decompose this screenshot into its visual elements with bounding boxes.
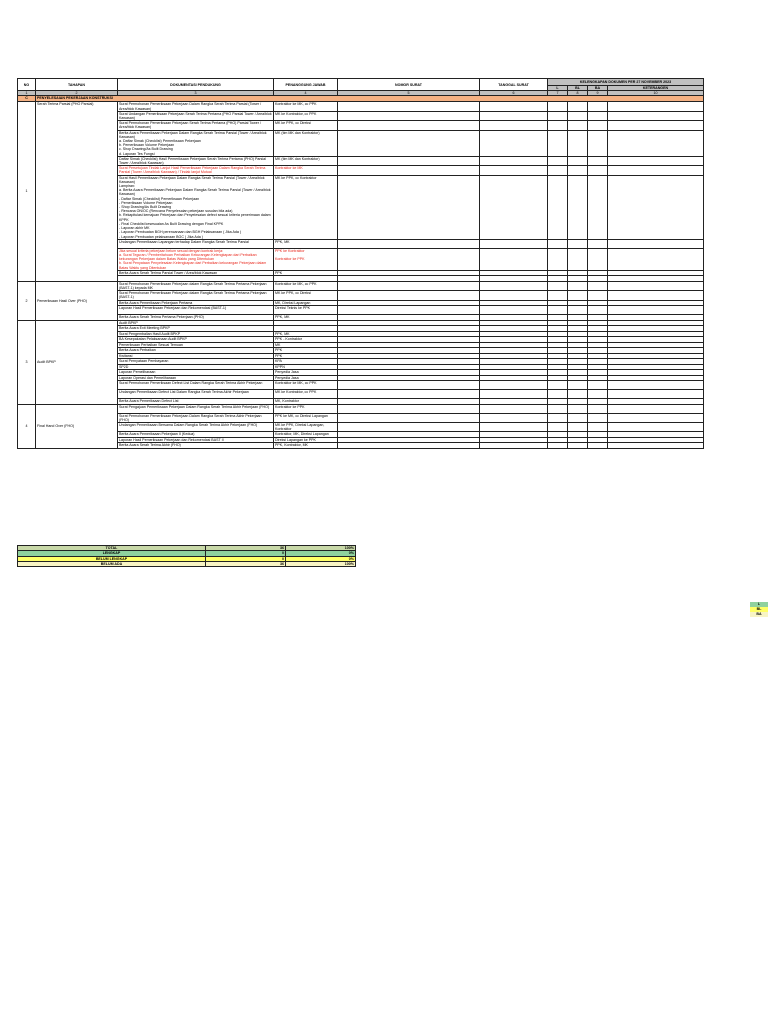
row-penanggung-jawab: MK — [274, 342, 338, 348]
row-ba — [588, 111, 608, 120]
row-tanggal-surat — [480, 404, 548, 413]
row-tanggal-surat — [480, 291, 548, 300]
row-penanggung-jawab: PPK — [274, 353, 338, 359]
row-bl — [568, 121, 588, 130]
column-index-cell: 3 — [118, 91, 274, 96]
row-dokumen: Laporan Hasil Pemeriksaan Pekerjaan dan Rekomendasi (BAST-1) — [118, 306, 274, 315]
row-ba — [588, 381, 608, 390]
row-keterangan — [608, 102, 704, 111]
row-penanggung-jawab: MK ke PPK, Direksi Lapangan, Kontraktor — [274, 422, 338, 431]
row-dokumen: Surat Pengajuan Pemeriksaan Pekerjaan Dalam Rangka Serah Terima Akhir Pekerjaan (FHO) — [118, 404, 274, 413]
row-tahapan: Audit BPKP — [36, 320, 118, 404]
row-dokumen: Surat Hasil Pemeriksaan Pekerjaan Dalam Rangka Serah Terima Parsial (Tower / Area/blok Kawasan) Lampiran: a. Berita Acara Pemeriksaan Pekerjaan Dalam Rangka Serah Terima Parsial (Tower / Area/blok Kawasan) - Daftar Simak (Checklist) Pemeriksaan Pekerjaan - Pemeriksaan Volume Pekerjaan - Shop Drawing/As Built Drawing - Rencana ON/OC (Rencana Penyelesaian pekerjaan susulan bila ada) b. Rekapitulasi kemajuan Pekerjaan dan Penyelesaian defect sesuai kriteria penerimaan dalam KPPK - Final Checklist kesesuaian As Built Drawing dengan Final KPPK - Laporan akhir MK - Laporan Pembuatan BGH perencanaan dan BGH Pelaksanaan ( Jika Ada ) - Laporan Pembuatan pelaksanaan BGC ( Jika Ada ) — [118, 175, 274, 239]
row-penanggung-jawab: PPK — [274, 348, 338, 354]
row-l — [548, 130, 568, 156]
table-row — [18, 130, 704, 156]
table-row — [18, 443, 704, 449]
row-l — [548, 381, 568, 390]
row-dokumen: Laporan Pemeliharaan — [118, 370, 274, 376]
row-penanggung-jawab: Kontraktor, MK, Direksi Lapangan — [274, 432, 338, 438]
row-penanggung-jawab: MK ke PPK, cc Kontraktor — [274, 175, 338, 239]
row-keterangan — [608, 121, 704, 130]
row-penanggung-jawab: Kontraktor ke MK, cc PPK — [274, 281, 338, 290]
row-ba — [588, 422, 608, 431]
row-tahapan: Final Hand Over (FHO) — [36, 404, 118, 448]
row-ba — [588, 413, 608, 422]
row-tanggal-surat — [480, 281, 548, 290]
row-nomor-surat — [338, 130, 480, 156]
table-row — [18, 111, 704, 120]
table-row — [18, 422, 704, 431]
column-index-cell: 1 — [18, 91, 36, 96]
row-tanggal-surat — [480, 111, 548, 120]
row-l — [548, 166, 568, 175]
row-dokumen: Undangan Pemeriksaan Lapangan terhadap Dalam Rangka Serah Terima Parsial — [118, 239, 274, 248]
row-keterangan — [608, 390, 704, 399]
row-dokumen: Berita Acara Pemeriksaan Defect List — [118, 399, 274, 405]
row-ba — [588, 306, 608, 315]
summary-percent: 100% — [286, 561, 356, 566]
row-dokumen: Surat Permohonan Pemeriksaan Defect List Dalam Rangka Serah Terima Akhir Pekerjaan — [118, 381, 274, 390]
row-penanggung-jawab: PPK ke Kontraktor Kontraktor ke PPK — [274, 248, 338, 270]
row-bl — [568, 443, 588, 449]
row-tanggal-surat — [480, 306, 548, 315]
row-tanggal-surat — [480, 381, 548, 390]
row-bl — [568, 291, 588, 300]
row-keterangan — [608, 404, 704, 413]
column-index-cell: 10 — [608, 91, 704, 96]
row-ba — [588, 121, 608, 130]
row-penanggung-jawab: MK (tim MK dan Kontraktor) — [274, 130, 338, 156]
row-penanggung-jawab: MK ke PPK, cc Direksi — [274, 291, 338, 300]
header-nomor-surat: NOMOR SURAT — [338, 79, 480, 91]
row-penanggung-jawab: Kontraktor ke MK, cc PPK — [274, 381, 338, 390]
column-index-cell: 7 — [548, 91, 568, 96]
row-nomor-surat — [338, 175, 480, 239]
row-bl — [568, 413, 588, 422]
row-l — [548, 156, 568, 165]
row-l — [548, 111, 568, 120]
header-tahapan: TAHAPAN — [36, 79, 118, 91]
row-bl — [568, 166, 588, 175]
row-l — [548, 175, 568, 239]
header-l: L — [548, 86, 568, 91]
row-nomor-surat — [338, 166, 480, 175]
row-penanggung-jawab: KPA — [274, 359, 338, 365]
row-tanggal-surat — [480, 390, 548, 399]
column-index-cell: 5 — [338, 91, 480, 96]
row-tanggal-surat — [480, 130, 548, 156]
row-dokumen: Berita Acara Perbaikan — [118, 348, 274, 354]
row-keterangan — [608, 306, 704, 315]
row-keterangan — [608, 175, 704, 239]
row-no: 3 — [18, 320, 36, 404]
row-nomor-surat — [338, 422, 480, 431]
table-row — [18, 413, 704, 422]
row-dokumen: Surat Persetujuan Tindak Lanjut Hasil Pemeriksaan Pekerjaan Dalam Rangka Serah Terima Parsial (Tower / Area/blok Kawasan) / Tindak lanjut Mutual — [118, 166, 274, 175]
row-penanggung-jawab: PPK, Kontraktor, MK — [274, 443, 338, 449]
row-l — [548, 248, 568, 270]
row-penanggung-jawab: MK ke Kontraktor, cc PPK — [274, 111, 338, 120]
summary-count: 36 — [206, 546, 286, 551]
legend-ba: BA — [750, 612, 768, 617]
row-no: 4 — [18, 404, 36, 448]
table-row — [18, 281, 704, 290]
row-keterangan — [608, 291, 704, 300]
row-keterangan — [608, 239, 704, 248]
legend-bl: BL — [750, 607, 768, 612]
summary-table — [17, 545, 356, 567]
row-l — [548, 443, 568, 449]
row-ba — [588, 443, 608, 449]
header-no: NO — [18, 79, 36, 91]
row-keterangan — [608, 130, 704, 156]
row-dokumen: Surat Pernyataan Pembayaran — [118, 359, 274, 365]
header-ba: BA — [588, 86, 608, 91]
row-penanggung-jawab: MK ke Kontraktor, cc PPK — [274, 390, 338, 399]
row-dokumen: Surat Undangan Pemeriksaan Pekerjaan Serah Terima Pertama (PHO Parsial Tower / Area/blok Kawasan) — [119, 111, 272, 121]
table-row — [18, 156, 704, 165]
row-tanggal-surat — [480, 166, 548, 175]
table-row — [18, 121, 704, 130]
row-l — [548, 422, 568, 431]
row-penanggung-jawab: Kontraktor ke MK, cc PPK — [274, 102, 338, 111]
row-dokumen: Undangan Pemeriksaan Defect List Dalam Rangka Serah Terima Akhir Pekerjaan — [118, 390, 274, 399]
header-penanggung-jawab: PENANGGUNG JAWAB — [274, 79, 338, 91]
summary-percent: 100% — [286, 546, 356, 551]
row-keterangan — [608, 381, 704, 390]
row-penanggung-jawab: MK, Kontraktor — [274, 399, 338, 405]
row-bl — [568, 306, 588, 315]
row-dokumen: Berita Acara Pemeriksaan Pekerjaan Pertama — [118, 300, 274, 306]
row-dokumen: Berita Acara Pemeriksaan Pekerjaan II (Kedua) — [118, 432, 274, 438]
row-ba — [588, 404, 608, 413]
summary-label: BELUM LENGKAP — [18, 556, 206, 561]
table-row — [18, 291, 704, 300]
row-dokumen: BA Kesepakatan Pelaksanaan Audit BPKP — [118, 337, 274, 343]
summary-label: LENGKAP — [18, 551, 206, 556]
row-nomor-surat — [338, 443, 480, 449]
row-dokumen: Berita Acara Serah Terima Parsial Tower / Area/blok Kawasan — [118, 270, 274, 276]
table-row — [18, 306, 704, 315]
row-penanggung-jawab: Kontraktor ke PPK — [274, 404, 338, 413]
table-row — [18, 102, 704, 111]
row-dokumen: Daftar Simak (Checklist) Hasil Pemeriksaan Pekerjaan Serah Terima Pertama (PHO) Parsial Tower / Area/blok Kawasan) — [118, 156, 274, 165]
table-row — [18, 175, 704, 239]
row-l — [548, 239, 568, 248]
column-index-cell: 4 — [274, 91, 338, 96]
row-nomor-surat — [338, 404, 480, 413]
row-dokumen: Berita Acara Exit Meeting BPKP — [118, 326, 274, 332]
summary-row — [18, 561, 356, 566]
row-nomor-surat — [338, 291, 480, 300]
row-bl — [568, 390, 588, 399]
row-penanggung-jawab: PPK ke MK, cc Direksi Lapangan — [274, 413, 338, 422]
row-ba — [588, 291, 608, 300]
row-penanggung-jawab: PPK — [274, 270, 338, 276]
row-bl — [568, 248, 588, 270]
row-tanggal-surat — [480, 443, 548, 449]
row-ba — [588, 166, 608, 175]
row-nomor-surat — [338, 156, 480, 165]
row-tahapan: Serah Terima Parsial (PHO Parsial) — [36, 102, 118, 281]
row-penanggung-jawab: Penyedia Jasa — [274, 370, 338, 376]
row-dokumen: Pemeriksaan Perbaikan Sesuai Temuan — [118, 342, 274, 348]
document-table — [17, 78, 704, 449]
table-row — [18, 248, 704, 270]
row-bl — [568, 156, 588, 165]
row-bl — [568, 422, 588, 431]
row-bl — [568, 130, 588, 156]
section-no: C — [18, 96, 36, 102]
summary-label: BELUM ADA — [18, 561, 206, 566]
row-bl — [568, 102, 588, 111]
row-tahapan: Pemeriksaan Hasil Over (PHO) — [36, 281, 118, 320]
row-ba — [588, 248, 608, 270]
row-penanggung-jawab: MK, Direksi Lapangan — [274, 300, 338, 306]
row-penanggung-jawab: MK ke PPK, cc Direksi — [274, 121, 338, 130]
row-l — [548, 102, 568, 111]
row-penanggung-jawab: MK (tim MK dan Kontraktor) — [274, 156, 338, 165]
row-keterangan — [608, 443, 704, 449]
row-l — [548, 281, 568, 290]
row-dokumen: Surat Pengembalian Hasil Audit BPKP — [118, 331, 274, 337]
row-dokumen: Surat Permohonan Pemeriksaan Pekerjaan dalam Rangka Serah Terima Pertama Pekerjaan (BAST-1) kepada MK — [118, 281, 274, 290]
row-nomor-surat — [338, 390, 480, 399]
row-keterangan — [608, 413, 704, 422]
row-dokumen: Kwitansi — [118, 353, 274, 359]
header-tanggal-surat: TANGGAL SURAT — [480, 79, 548, 91]
row-penanggung-jawab: KPPN — [274, 364, 338, 370]
row-penanggung-jawab: Direksi Lapangan ke PPK — [274, 437, 338, 443]
summary-label: TOTAL — [18, 546, 206, 551]
summary-percent: 0% — [286, 556, 356, 561]
row-l — [548, 291, 568, 300]
row-keterangan — [608, 422, 704, 431]
row-dokumen: Surat Permohonan Pemeriksaan Pekerjaan Serah Terima Pertama (PHO) Parsial Tower / Area/blok Kawasan) — [118, 121, 274, 130]
row-keterangan — [608, 111, 704, 120]
row-dokumen: Laporan Hasil Pemeriksaan Pekerjaan dan Rekomendasi BAST II — [118, 437, 274, 443]
summary-count: 36 — [206, 561, 286, 566]
summary-count: 0 — [206, 556, 286, 561]
row-nomor-surat — [338, 381, 480, 390]
row-dokumen: Berita Acara Serah Terima Pertama Pekerjaan (PHO) — [118, 315, 274, 321]
row-ba — [588, 156, 608, 165]
row-bl — [568, 404, 588, 413]
row-ba — [588, 130, 608, 156]
row-bl — [568, 381, 588, 390]
row-nomor-surat — [338, 111, 480, 120]
table-row — [18, 404, 704, 413]
row-penanggung-jawab: PPK, MK — [274, 315, 338, 321]
row-nomor-surat — [338, 102, 480, 111]
row-nomor-surat — [338, 413, 480, 422]
row-tanggal-surat — [480, 422, 548, 431]
row-penanggung-jawab: Direksi Teknis ke PPK — [274, 306, 338, 315]
summary-percent: 0% — [286, 551, 356, 556]
row-tanggal-surat — [480, 121, 548, 130]
row-bl — [568, 239, 588, 248]
section-title: PENYELESAIAN PEKERJAAN KONSTRUKSI — [36, 96, 704, 102]
row-bl — [568, 281, 588, 290]
row-penanggung-jawab: PPK, MK — [274, 239, 338, 248]
row-dokumen: Berita Acara Pemeriksaan Pekerjaan Dalam Rangka Serah Terima Parsial (Tower / Area/blok Kawasan) a. Daftar Simak (Checklist) Pemeriksaan Pekerjaan b. Pemeriksaan Volume Pekerjaan c. Shop Drawing/As Built Drawing d. Laporan Tes Fungsi — [118, 130, 274, 156]
row-keterangan — [608, 156, 704, 165]
row-dokumen: SP2D — [118, 364, 274, 370]
row-dokumen: Surat Permohonan Pemeriksaan Pekerjaan Dalam Rangka Serah Terima Parsial (Tower / Area/blok Kawasan) — [118, 102, 274, 111]
row-l — [548, 404, 568, 413]
row-nomor-surat — [338, 239, 480, 248]
row-ba — [588, 390, 608, 399]
status-legend — [750, 602, 768, 617]
row-dokumen: Laporan Operasi dan Pemeliharaan — [118, 375, 274, 381]
row-penanggung-jawab: Kontraktor ke MK — [274, 166, 338, 175]
table-row — [18, 381, 704, 390]
row-dokumen: Surat Permohonan Pemeriksaan Pekerjaan dalam Rangka Serah Terima Pertama Pekerjaan (BAST-1) — [118, 291, 274, 300]
row-bl — [568, 175, 588, 239]
column-index-cell: 9 — [588, 91, 608, 96]
row-penanggung-jawab: PPK - Kontraktor — [274, 337, 338, 343]
row-nomor-surat — [338, 121, 480, 130]
row-tanggal-surat — [480, 239, 548, 248]
column-index-cell: 8 — [568, 91, 588, 96]
row-tanggal-surat — [480, 413, 548, 422]
row-bl — [568, 111, 588, 120]
row-dokumen: Undangan Pemeriksaan Bersama Dalam Rangka Serah Terima Akhir Pekerjaan (FHO) — [118, 422, 274, 431]
row-keterangan — [608, 281, 704, 290]
row-tanggal-surat — [480, 175, 548, 239]
summary-count: 0 — [206, 551, 286, 556]
header-bl: BL — [568, 86, 588, 91]
row-dokumen: Jika sesuai kriteria pekerjaan belum sesuai dengan kontrak kerja: a. Surat Teguran / Pemberitahuan Perbaikan Kekurangan Kelengkapan dari Perbaikan kekurangan Pekerjaan dalam Batas Waktu yang Ditentukan b. Surat Penyataan Penyelesaian Kelengkapan dari Perbaikan kekurangan Pekerjaan dalam Batas Waktu yang Ditentukan — [118, 248, 274, 270]
row-penanggung-jawab: PPK, MK — [274, 331, 338, 337]
row-keterangan — [608, 166, 704, 175]
row-ba — [588, 281, 608, 290]
row-no: 2 — [18, 281, 36, 320]
row-tanggal-surat — [480, 248, 548, 270]
row-dokumen: Audit BPKP — [118, 320, 274, 326]
row-no: 1 — [18, 102, 36, 281]
row-dokumen: Surat Permohonan Pemeriksaan Pekerjaan Dalam Rangka Serah Terima Akhir Pekerjaan (FHO) — [118, 413, 274, 422]
row-l — [548, 390, 568, 399]
legend-l: L — [750, 602, 768, 607]
row-l — [548, 121, 568, 130]
row-l — [548, 306, 568, 315]
row-penanggung-jawab: Penyedia Jasa — [274, 375, 338, 381]
header-dokumentasi: DOKUMENTASI PENDUKUNG — [118, 79, 274, 91]
row-tanggal-surat — [480, 156, 548, 165]
table-row — [18, 239, 704, 248]
header-kelengkapan: KELENGKAPAN DOKUMEN PER 27 NOVEMBER 2023 — [548, 79, 704, 86]
column-index-cell: 2 — [36, 91, 118, 96]
row-nomor-surat — [338, 306, 480, 315]
row-ba — [588, 239, 608, 248]
row-ba — [588, 102, 608, 111]
column-index-cell: 6 — [480, 91, 548, 96]
row-nomor-surat — [338, 248, 480, 270]
table-row — [18, 166, 704, 175]
row-dokumen: Berita Acara Serah Terima Akhir (FHO) — [118, 443, 274, 449]
row-nomor-surat — [338, 281, 480, 290]
row-l — [548, 413, 568, 422]
row-ba — [588, 175, 608, 239]
row-keterangan — [608, 248, 704, 270]
table-row — [18, 390, 704, 399]
header-keterangan: KETERANGEN — [608, 86, 704, 91]
row-tanggal-surat — [480, 102, 548, 111]
